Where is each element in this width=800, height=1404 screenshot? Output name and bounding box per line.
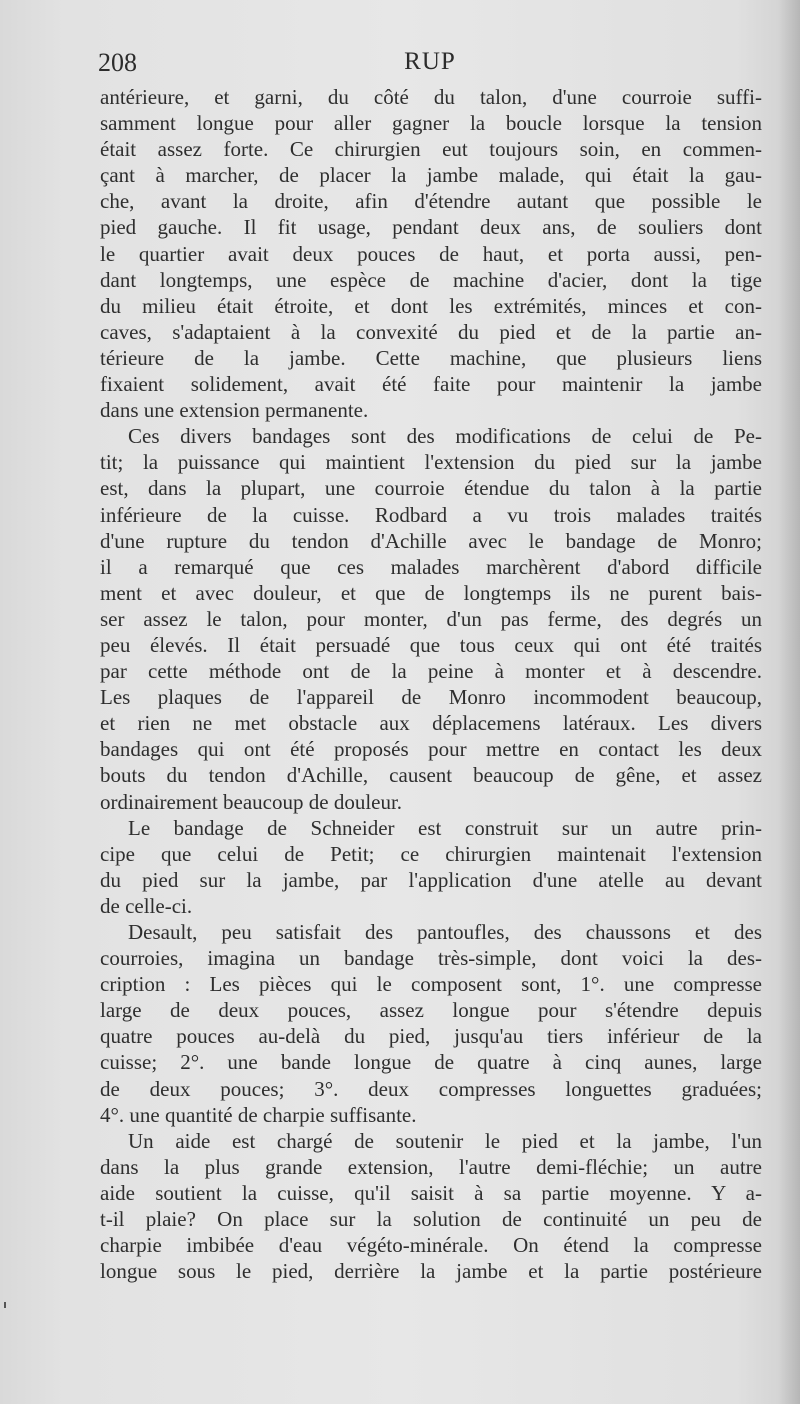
text-line: dans une extension permanente. bbox=[100, 398, 369, 423]
text-line: antérieure, et garni, du côté du talon, d'une courroie suffi- bbox=[100, 85, 762, 109]
text-line: cuisse; 2°. une bande longue de quatre à cinq aunes, large bbox=[100, 1050, 762, 1075]
text-line: ment et avec douleur, et que de longtemps ils ne purent bais- bbox=[100, 580, 762, 605]
running-head: RUP bbox=[404, 48, 456, 75]
text-line: par cette méthode ont de la peine à monter et à descendre. bbox=[100, 659, 762, 684]
text-line: le quartier avait deux pouces de haut, et porta aussi, pen- bbox=[100, 241, 762, 266]
text-line: inférieure de la cuisse. Rodbard a vu trois malades traités bbox=[100, 502, 762, 527]
text-line: Ces divers bandages sont des modifications de celui de Pe- bbox=[128, 424, 762, 449]
text-line: cription : Les pièces qui le composent sont, 1°. une compresse bbox=[100, 972, 762, 997]
text-line: d'une rupture du tendon d'Achille avec le bandage de Monro; bbox=[100, 528, 762, 553]
text-line: bandages qui ont été proposés pour mettre en contact les deux bbox=[100, 737, 762, 762]
text-line: courroies, imagina un bandage très-simple, dont voici la des- bbox=[100, 946, 762, 971]
page-header bbox=[98, 46, 762, 82]
text-line: t-il plaie? On place sur la solution de continuité un peu de bbox=[100, 1207, 762, 1232]
text-line: térieure de la jambe. Cette machine, que plusieurs liens bbox=[100, 345, 762, 370]
text-line: tit; la puissance qui maintient l'extension du pied sur la jambe bbox=[100, 450, 762, 475]
text-line: dant longtemps, une espèce de machine d'acier, dont la tige bbox=[100, 267, 762, 292]
text-line: bouts du tendon d'Achille, causent beaucoup de gêne, et assez bbox=[100, 763, 762, 788]
text-line: du pied sur la jambe, par l'application d'une atelle au devant bbox=[100, 867, 762, 892]
text-line: fixaient solidement, avait été faite pour maintenir la jambe bbox=[100, 372, 762, 397]
text-line: caves, s'adaptaient à la convexité du pied et de la partie an- bbox=[100, 319, 762, 344]
text-line: Le bandage de Schneider est construit sur un autre prin- bbox=[128, 815, 762, 840]
text-line: du milieu était étroite, et dont les extrémités, minces et con- bbox=[100, 293, 762, 318]
text-line: était assez forte. Ce chirurgien eut toujours soin, en commen- bbox=[100, 137, 762, 162]
text-line: samment longue pour aller gagner la boucle lorsque la tension bbox=[100, 111, 762, 136]
text-line: est, dans la plupart, une courroie étendue du talon à la partie bbox=[100, 476, 762, 501]
text-line: charpie imbibée d'eau végéto-minérale. On étend la compresse bbox=[100, 1233, 762, 1258]
text-line: che, avant la droite, afin d'étendre autant que possible le bbox=[100, 189, 762, 214]
ink-speck bbox=[4, 1302, 6, 1308]
text-line: pied gauche. Il fit usage, pendant deux ans, de souliers dont bbox=[100, 215, 762, 240]
text-line: de deux pouces; 3°. deux compresses longuettes graduées; bbox=[100, 1076, 762, 1101]
text-line: Desault, peu satisfait des pantoufles, des chaussons et des bbox=[128, 920, 762, 944]
page-edge-shadow bbox=[778, 0, 800, 1404]
page-number: 208 bbox=[98, 48, 137, 77]
text-line: longue sous le pied, derrière la jambe et la partie postérieure bbox=[100, 1259, 762, 1284]
text-line: çant à marcher, de placer la jambe malade, qui était la gau- bbox=[100, 163, 762, 188]
text-line: aide soutient la cuisse, qu'il saisit à sa partie moyenne. Y a- bbox=[100, 1180, 762, 1205]
text-line: Un aide est chargé de soutenir le pied et la jambe, l'un bbox=[128, 1128, 762, 1153]
text-line: large de deux pouces, assez longue pour s'étendre depuis bbox=[100, 998, 762, 1023]
text-line: 4°. une quantité de charpie suffisante. bbox=[100, 1102, 417, 1127]
text-line: de celle-ci. bbox=[100, 893, 193, 918]
text-line: et rien ne met obstacle aux déplacemens latéraux. Les divers bbox=[100, 711, 762, 736]
text-line: ser assez le talon, pour monter, d'un pas ferme, des degrés un bbox=[100, 606, 762, 631]
text-line: peu élevés. Il était persuadé que tous ceux qui ont été traités bbox=[100, 632, 762, 657]
text-line: quatre pouces au-delà du pied, jusqu'au tiers inférieur de la bbox=[100, 1024, 762, 1049]
text-line: ordinairement beaucoup de douleur. bbox=[100, 789, 403, 814]
text-line: dans la plus grande extension, l'autre demi-fléchie; un autre bbox=[100, 1154, 762, 1179]
text-line: cipe que celui de Petit; ce chirurgien maintenait l'extension bbox=[100, 841, 762, 866]
text-line: il a remarqué que ces malades marchèrent d'abord difficile bbox=[100, 554, 762, 579]
text-line: Les plaques de l'appareil de Monro incommodent beaucoup, bbox=[100, 685, 762, 710]
body-text bbox=[100, 84, 762, 1284]
